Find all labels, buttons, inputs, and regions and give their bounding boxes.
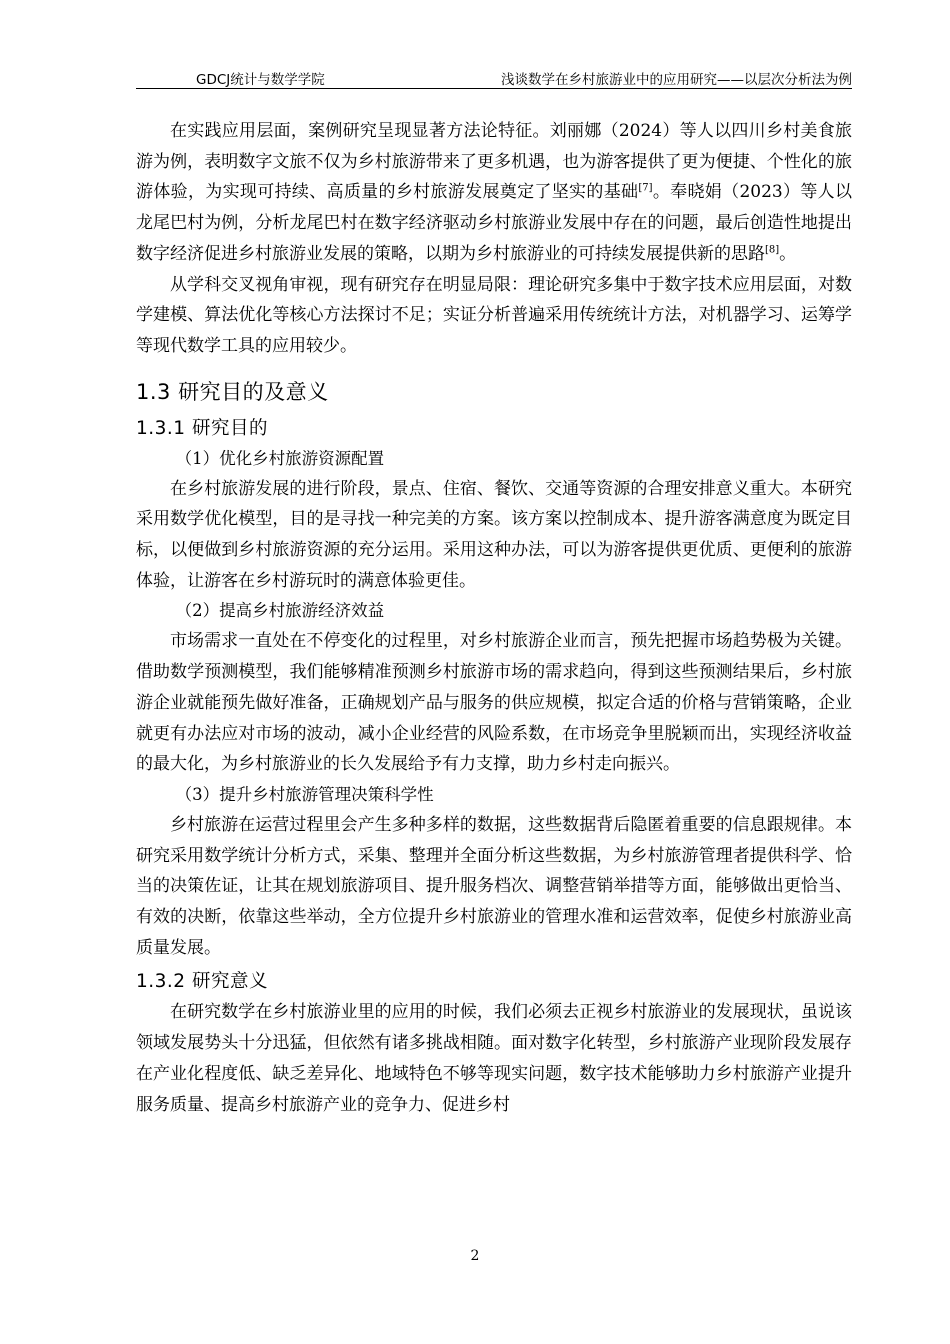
paragraph: 乡村旅游在运营过程里会产生多种多样的数据，这些数据背后隐匿着重要的信息跟规律。本研究采用数学统计分析方式，采集、整理并全面分析这些数据，为乡村旅游管理者提供科学、恰当的决策佐证，让其在规划旅游项目、提升服务档次、调整营销举措等方面，能够做出更恰当、有效的决断，依靠这些举动，全方位提升乡村旅游业的管理水准和运营效率，促使乡村旅游业高质量发展。 xyxy=(136,814,852,958)
list-item-heading: （3）提升乡村旅游管理决策科学性 xyxy=(175,784,434,804)
subsection-heading: 1.3.2 研究意义 xyxy=(136,971,268,993)
header-institution: GDCJ统计与数学学院 xyxy=(196,72,325,88)
list-item-heading: （2）提高乡村旅游经济效益 xyxy=(175,601,385,621)
section-heading: 1.3 研究目的及意义 xyxy=(136,379,329,404)
text-run: 。 xyxy=(779,243,797,264)
paragraph: 在研究数学在乡村旅游业里的应用的时候，我们必须去正视乡村旅游业的发展现状，虽说该领域发展势头十分迅猛，但依然有诸多挑战相随。面对数字化转型，乡村旅游产业现阶段发展存在产业化程度低、缺乏差异化、地域特色不够等现实问题，数字技术能够助力乡村旅游产业提升服务质量、提高乡村旅游产业的竞争力、促进乡村 xyxy=(136,1002,852,1115)
text-run: 在实践应用层面，案例研究呈现显著方法论特征。刘丽娜（2024）等人以四川乡村美食旅游为例，表明数字文旅不仅为乡村旅游带来了更多机遇，也为游客提供了更为便捷、个性化的旅游体验，为实现可持续、高质量的乡村旅游发展奠定了坚实的基础 xyxy=(136,121,852,203)
paragraph: 从学科交叉视角审视，现有研究存在明显局限：理论研究多集中于数字技术应用层面，对数学建模、算法优化等核心方法探讨不足；实证分析普遍采用传统统计方法，对机器学习、运筹学等现代数学工具的应用较少。 xyxy=(136,274,852,356)
text-run: 。奉晓娟（2023）等人以龙尾巴村为例，分析龙尾巴村在数字经济驱动乡村旅游业发展中存在的问题，最后创造性地提出数字经济促进乡村旅游业发展的策略，以期为乡村旅游业的可持续发展提供新的思路 xyxy=(136,182,853,264)
paragraph: 市场需求一直处在不停变化的过程里，对乡村旅游企业而言，预先把握市场趋势极为关键。借助数学预测模型，我们能够精准预测乡村旅游市场的需求趋向，得到这些预测结果后，乡村旅游企业就能预先做好准备，正确规划产品与服务的供应规模，拟定合适的价格与营销策略，企业就更有办法应对市场的波动，减小企业经营的风险系数，在市场竞争里脱颖而出，实现经济收益的最大化，为乡村旅游业的长久发展给予有力支撑，助力乡村走向振兴。 xyxy=(136,631,852,775)
subsection-heading: 1.3.1 研究目的 xyxy=(136,417,268,439)
citation: [7] xyxy=(638,182,653,194)
header-paper-title: 浅谈数学在乡村旅游业中的应用研究——以层次分析法为例 xyxy=(501,72,852,88)
citation: [8] xyxy=(765,244,780,256)
paragraph xyxy=(136,116,852,270)
list-item-heading: （1）优化乡村旅游资源配置 xyxy=(175,448,385,468)
paragraph: 在乡村旅游发展的进行阶段，景点、住宿、餐饮、交通等资源的合理安排意义重大。本研究采用数学优化模型，目的是寻找一种完美的方案。该方案以控制成本、提升游客满意度为既定目标，以便做到乡村旅游资源的充分运用。采用这种办法，可以为游客提供更优质、更便利的旅游体验，让游客在乡村游玩时的满意体验更佳。 xyxy=(136,478,852,591)
page-header xyxy=(136,68,852,89)
page-number: 2 xyxy=(470,1248,480,1264)
page-body xyxy=(136,116,852,1120)
